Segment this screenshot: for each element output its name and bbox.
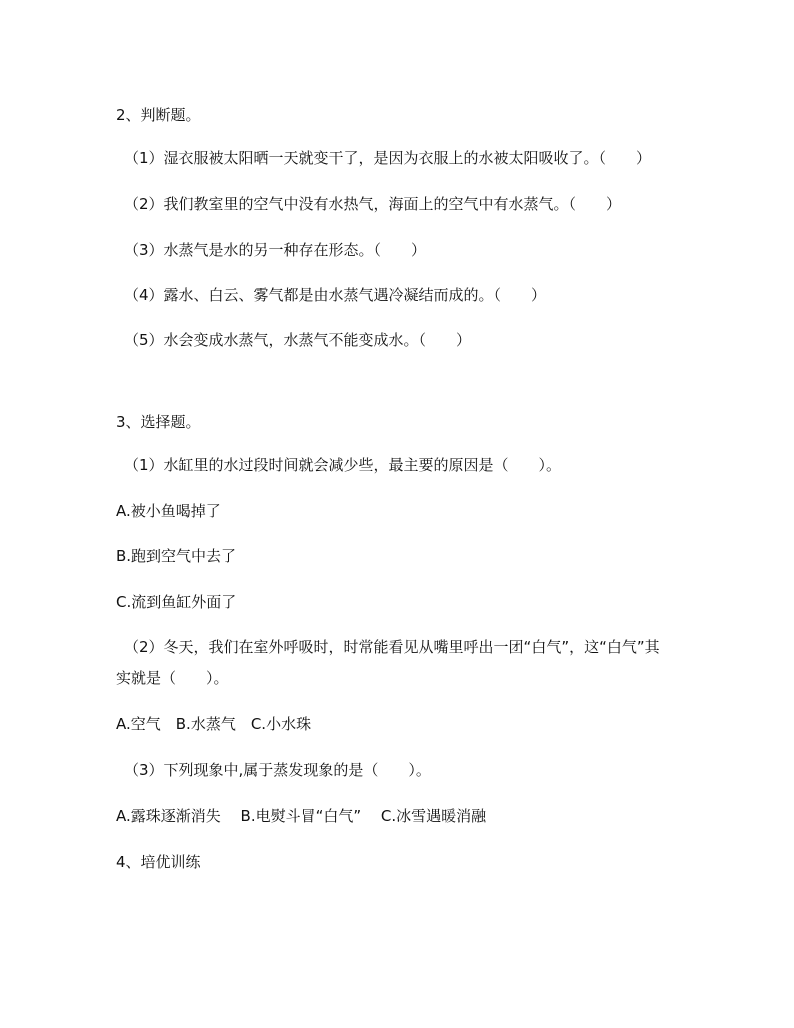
- choice-q1-option-c: C.流到鱼缸外面了: [116, 593, 237, 611]
- judge-item-1: （1）湿衣服被太阳晒一天就变干了，是因为衣服上的水被太阳吸收了。（ ）: [124, 149, 652, 167]
- choice-q3-stem: （3）下列现象中,属于蒸发现象的是（ ）。: [124, 761, 431, 779]
- section-4-heading: 4、培优训练: [116, 853, 201, 871]
- choice-q3-options: A.露珠逐渐消失 B.电熨斗冒“白气” C.冰雪遇暖消融: [116, 807, 487, 825]
- choice-q2-options: A.空气 B.水蒸气 C.小水珠: [116, 715, 312, 733]
- choice-q2-stem-line2: 实就是（ ）。: [116, 669, 229, 687]
- choice-q1-option-a: A.被小鱼喝掉了: [116, 502, 221, 520]
- judge-item-2: （2）我们教室里的空气中没有水热气，海面上的空气中有水蒸气。（ ）: [124, 195, 622, 213]
- judge-item-4: （4）露水、白云、雾气都是由水蒸气遇冷凝结而成的。（ ）: [124, 286, 547, 304]
- judge-item-5: （5）水会变成水蒸气，水蒸气不能变成水。（ ）: [124, 331, 472, 349]
- section-3-heading: 3、选择题。: [116, 413, 201, 431]
- choice-q1-option-b: B.跑到空气中去了: [116, 547, 237, 565]
- choice-q2-stem-line1: （2）冬天，我们在室外呼吸时，时常能看见从嘴里呼出一团“白气”，这“白气”其: [124, 638, 660, 656]
- judge-item-3: （3）水蒸气是水的另一种存在形态。（ ）: [124, 241, 427, 259]
- choice-q1-stem: （1）水缸里的水过段时间就会减少些，最主要的原因是（ ）。: [124, 456, 562, 474]
- section-2-heading: 2、判断题。: [116, 106, 201, 124]
